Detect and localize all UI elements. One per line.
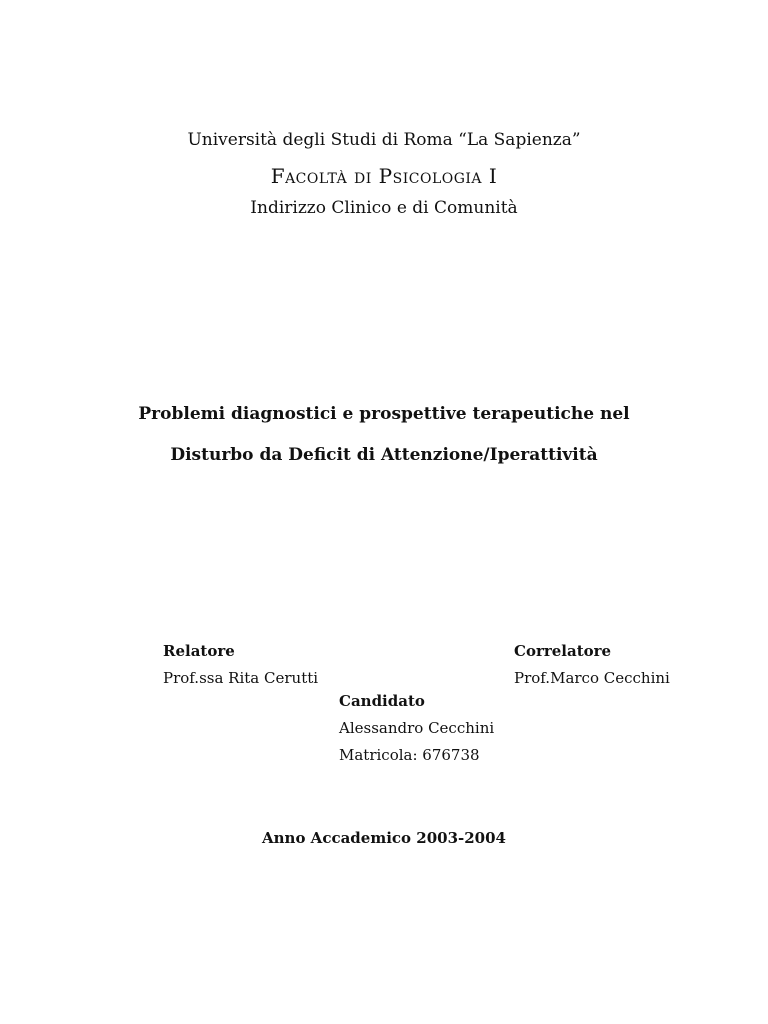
matricola-number: Matricola: 676738 <box>339 746 480 764</box>
candidato-name: Alessandro Cecchini <box>339 719 495 737</box>
faculty-name: Facoltà di Psicologia I <box>270 164 498 188</box>
correlatore-label: Correlatore <box>514 642 612 660</box>
academic-year: Anno Accademico 2003-2004 <box>262 829 506 847</box>
thesis-title-line-2: Disturbo da Deficit di Attenzione/Iperattività <box>170 445 598 465</box>
correlatore-name: Prof.Marco Cecchini <box>514 669 670 687</box>
university-name: Università degli Studi di Roma “La Sapienza” <box>187 130 581 150</box>
thesis-title-line-1: Problemi diagnostici e prospettive terapeutiche nel <box>138 404 630 424</box>
relatore-label: Relatore <box>163 642 235 660</box>
candidato-label: Candidato <box>339 692 425 710</box>
program-name: Indirizzo Clinico e di Comunità <box>250 198 518 218</box>
relatore-name: Prof.ssa Rita Cerutti <box>163 669 319 687</box>
